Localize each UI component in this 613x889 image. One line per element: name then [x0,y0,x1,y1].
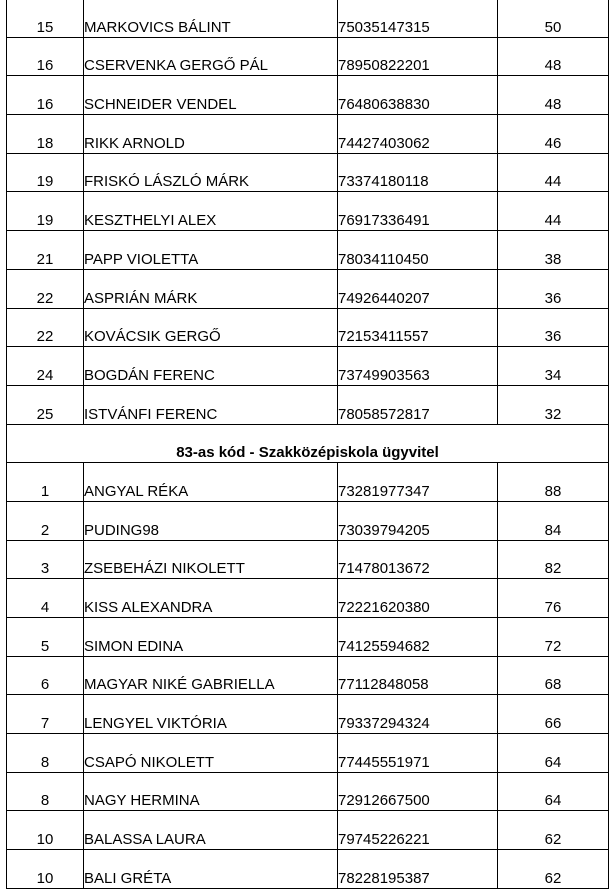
code-cell: 74926440207 [338,269,498,308]
code-cell: 71478013672 [338,540,498,579]
score-cell: 48 [498,37,609,76]
score-cell: 62 [498,850,609,889]
table-row [7,347,609,386]
rank-cell: 15 [7,0,84,37]
score-cell: 72 [498,618,609,657]
score-cell: 48 [498,76,609,115]
rank-cell: 19 [7,192,84,231]
score-cell: 62 [498,811,609,850]
table-row [7,0,609,37]
name-cell: SCHNEIDER VENDEL [84,76,338,115]
rank-cell: 16 [7,37,84,76]
name-cell: FRISKÓ LÁSZLÓ MÁRK [84,153,338,192]
code-cell: 76480638830 [338,76,498,115]
code-cell: 79745226221 [338,811,498,850]
section-title: 83-as kód - Szakközépiskola ügyvitel [7,424,609,463]
name-cell: CSERVENKA GERGŐ PÁL [84,37,338,76]
score-cell: 82 [498,540,609,579]
table-row [7,540,609,579]
name-cell: NAGY HERMINA [84,772,338,811]
score-cell: 66 [498,695,609,734]
table-row [7,811,609,850]
name-cell: MAGYAR NIKÉ GABRIELLA [84,656,338,695]
rank-cell: 8 [7,734,84,773]
rank-cell: 16 [7,76,84,115]
table-row [7,579,609,618]
table-row [7,192,609,231]
name-cell: PAPP VIOLETTA [84,231,338,270]
code-cell: 73281977347 [338,463,498,502]
score-cell: 38 [498,231,609,270]
name-cell: BALASSA LAURA [84,811,338,850]
name-cell: KISS ALEXANDRA [84,579,338,618]
table-row [7,76,609,115]
rank-cell: 10 [7,811,84,850]
name-cell: SIMON EDINA [84,618,338,657]
table-row [7,734,609,773]
name-cell: MARKOVICS BÁLINT [84,0,338,37]
code-cell: 72912667500 [338,772,498,811]
name-cell: KESZTHELYI ALEX [84,192,338,231]
rank-cell: 7 [7,695,84,734]
rank-cell: 22 [7,308,84,347]
code-cell: 78228195387 [338,850,498,889]
rank-cell: 5 [7,618,84,657]
name-cell: RIKK ARNOLD [84,115,338,154]
score-cell: 46 [498,115,609,154]
results-table-body [7,0,609,888]
code-cell: 73039794205 [338,501,498,540]
name-cell: KOVÁCSIK GERGŐ [84,308,338,347]
code-cell: 76917336491 [338,192,498,231]
name-cell: ISTVÁNFI FERENC [84,385,338,424]
score-cell: 50 [498,0,609,37]
score-cell: 64 [498,734,609,773]
score-cell: 76 [498,579,609,618]
table-row [7,656,609,695]
table-row [7,153,609,192]
code-cell: 73374180118 [338,153,498,192]
code-cell: 78034110450 [338,231,498,270]
name-cell: CSAPÓ NIKOLETT [84,734,338,773]
code-cell: 74125594682 [338,618,498,657]
score-cell: 44 [498,153,609,192]
code-cell: 78058572817 [338,385,498,424]
rank-cell: 25 [7,385,84,424]
code-cell: 79337294324 [338,695,498,734]
score-cell: 36 [498,269,609,308]
name-cell: PUDING98 [84,501,338,540]
score-cell: 34 [498,347,609,386]
name-cell: BALI GRÉTA [84,850,338,889]
rank-cell: 2 [7,501,84,540]
table-row [7,850,609,889]
code-cell: 72153411557 [338,308,498,347]
table-row [7,618,609,657]
results-table [6,0,609,889]
rank-cell: 8 [7,772,84,811]
rank-cell: 4 [7,579,84,618]
code-cell: 77112848058 [338,656,498,695]
code-cell: 74427403062 [338,115,498,154]
name-cell: BOGDÁN FERENC [84,347,338,386]
code-cell: 78950822201 [338,37,498,76]
table-row [7,115,609,154]
code-cell: 77445551971 [338,734,498,773]
rank-cell: 1 [7,463,84,502]
table-row [7,308,609,347]
rank-cell: 18 [7,115,84,154]
table-row [7,385,609,424]
score-cell: 68 [498,656,609,695]
code-cell: 75035147315 [338,0,498,37]
rank-cell: 24 [7,347,84,386]
table-row [7,772,609,811]
score-cell: 36 [498,308,609,347]
rank-cell: 6 [7,656,84,695]
name-cell: ASPRIÁN MÁRK [84,269,338,308]
table-row [7,269,609,308]
score-cell: 64 [498,772,609,811]
rank-cell: 10 [7,850,84,889]
table-row [7,695,609,734]
code-cell: 72221620380 [338,579,498,618]
table-row [7,501,609,540]
rank-cell: 19 [7,153,84,192]
table-row [7,231,609,270]
table-row [7,37,609,76]
rank-cell: 21 [7,231,84,270]
table-row [7,463,609,502]
rank-cell: 22 [7,269,84,308]
section-header-row [7,424,609,463]
score-cell: 44 [498,192,609,231]
score-cell: 84 [498,501,609,540]
name-cell: ANGYAL RÉKA [84,463,338,502]
rank-cell: 3 [7,540,84,579]
score-cell: 32 [498,385,609,424]
code-cell: 73749903563 [338,347,498,386]
score-cell: 88 [498,463,609,502]
name-cell: LENGYEL VIKTÓRIA [84,695,338,734]
name-cell: ZSEBEHÁZI NIKOLETT [84,540,338,579]
